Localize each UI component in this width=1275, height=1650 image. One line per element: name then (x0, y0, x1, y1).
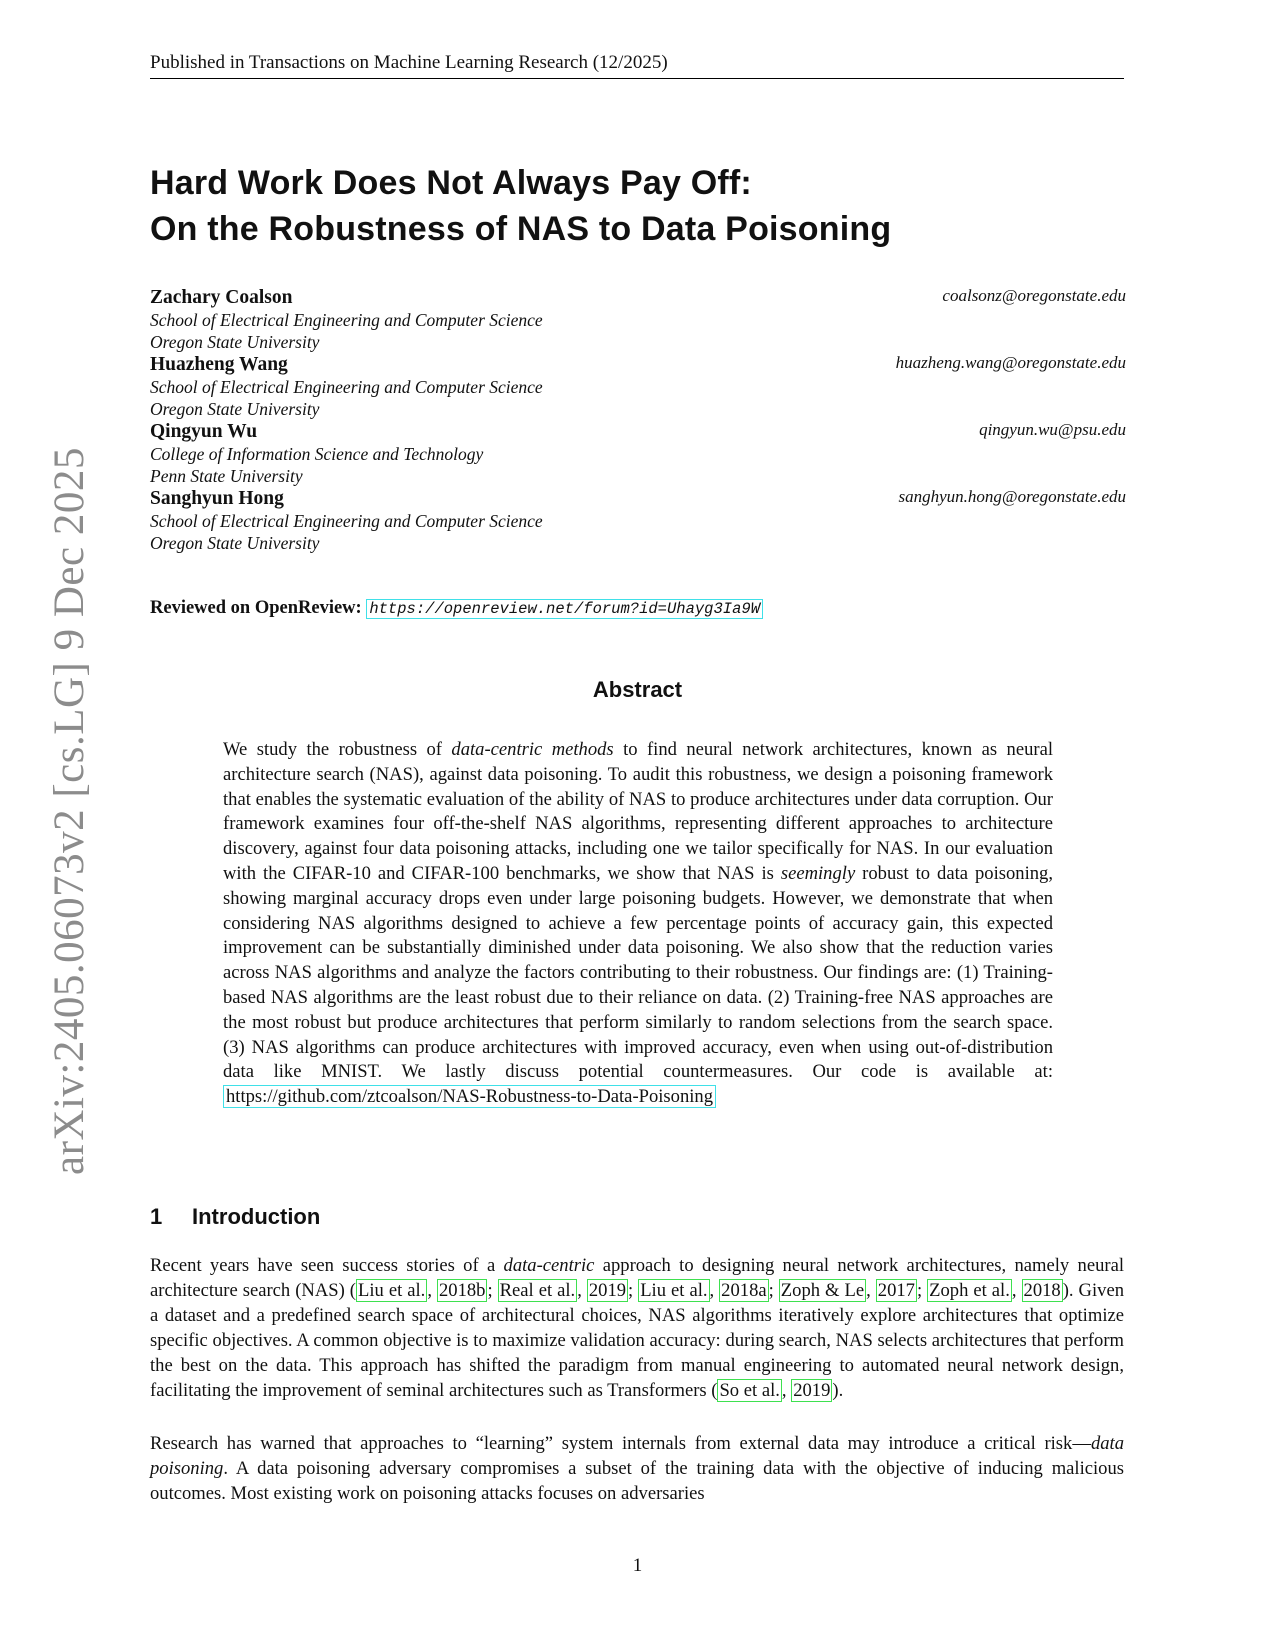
abstract-paragraph (223, 738, 1053, 1110)
citation-link[interactable]: Liu et al. (358, 1280, 426, 1301)
page-number: 1 (632, 1555, 643, 1576)
abstract-emphasis: seemingly (780, 862, 856, 884)
author-block (150, 286, 1126, 353)
author-institution: Penn State University (150, 466, 303, 486)
arxiv-identifier-stamp: arXiv:2405.06073v2 [cs.LG] 9 Dec 2025 (46, 447, 93, 1175)
author-institution: Oregon State University (150, 399, 320, 419)
author-name: Qingyun Wu (150, 421, 258, 442)
citation-separator: , (1011, 1280, 1022, 1301)
reviewed-on-openreview (150, 598, 763, 619)
abstract-heading: Abstract (592, 677, 683, 702)
author-email: sanghyun.hong@oregonstate.edu (898, 487, 1126, 506)
body-text: approach to designing neural network architectures, namely neural architecture search (NAS) ( (150, 1255, 1124, 1301)
citation-year-link[interactable]: 2018 (1023, 1280, 1061, 1301)
citation-separator: , (781, 1380, 792, 1401)
author-affiliation: School of Electrical Engineering and Computer Science (150, 377, 543, 397)
citation-year-link[interactable]: 2018a (721, 1280, 767, 1301)
citation-link[interactable]: Zoph & Le (780, 1280, 865, 1301)
citation-year-link[interactable]: 2019 (793, 1380, 831, 1401)
citation-year-link[interactable]: 2017 (877, 1280, 915, 1301)
citation-year-link[interactable]: 2019 (588, 1280, 627, 1301)
section-title: Introduction (192, 1204, 321, 1229)
body-text: Recent years have seen success stories of a (150, 1255, 504, 1276)
abstract-text: to find neural network architectures, known as neural architecture search (NAS), against data poisoning. To audit this robustness, we design a poisoning framework that enables the systematic evaluation of the ability of NAS to produce architectures under data corruption. Our framework examines four off-the-shelf NAS algorithms, representing different approaches to architecture discovery, against four data poisoning attacks, including one we tailor specifically for NAS. In our evaluation with the CIFAR-10 and CIFAR-100 benchmarks, we show that NAS is (223, 739, 1053, 884)
citation-separator: , (709, 1280, 720, 1301)
openreview-link[interactable]: https://openreview.net/forum?id=Uhayg3Ia9W (366, 599, 763, 619)
author-email: qingyun.wu@psu.edu (979, 420, 1126, 439)
body-text: ). Given a dataset and a predefined search space of architectural choices, NAS algorithms iteratively explore architectures that optimize specific objectives. A common objective is to maximize validation accuracy: during search, NAS selects architectures that perform the best on the data. This approach has shifted the paradigm from manual engineering to automated neural network design, facilitating the improvement of seminal architectures such as Transformers ( (150, 1280, 1124, 1401)
citation-separator: ; (628, 1280, 639, 1301)
citation-year-link[interactable]: 2018b (438, 1280, 486, 1301)
author-block (150, 353, 1126, 420)
author-institution: Oregon State University (150, 332, 320, 352)
author-block (150, 487, 1126, 554)
author-institution: Oregon State University (150, 533, 320, 553)
abstract-emphasis: data-centric methods (451, 739, 614, 760)
author-affiliation: College of Information Science and Technology (150, 444, 484, 464)
citation-separator: ; (487, 1280, 498, 1301)
code-link[interactable]: https://github.com/ztcoalson/NAS-Robustness-to-Data-Poisoning (223, 1085, 716, 1108)
author-affiliation: School of Electrical Engineering and Computer Science (150, 310, 543, 330)
title-line-2: On the Robustness of NAS to Data Poisoning (150, 210, 892, 248)
section-heading-introduction (150, 1204, 320, 1230)
citation-separator: , (866, 1280, 876, 1301)
citation-separator: ; (768, 1280, 779, 1301)
intro-paragraph-1 (150, 1253, 1124, 1403)
citation-link[interactable]: Zoph et al. (929, 1280, 1010, 1301)
running-header: Published in Transactions on Machine Learning Research (12/2025) (150, 52, 1124, 79)
body-text: . A data poisoning adversary compromises a subset of the training data with the objective of inducing malicious outcomes. Most existing work on poisoning attacks focuses on adversaries (150, 1458, 1124, 1504)
abstract-text: We study the robustness of (223, 739, 452, 760)
body-text: ). (832, 1380, 844, 1401)
abstract-body (223, 738, 1053, 1110)
paper-title (150, 160, 1130, 252)
intro-paragraph-2 (150, 1431, 1124, 1506)
title-line-1: Hard Work Does Not Always Pay Off: (150, 164, 752, 202)
body-emphasis: data poisoning (150, 1433, 1124, 1479)
author-name: Sanghyun Hong (150, 488, 284, 509)
author-email: huazheng.wang@oregonstate.edu (895, 353, 1126, 372)
author-block (150, 420, 1126, 487)
reviewed-label: Reviewed on OpenReview: (150, 598, 362, 618)
author-name: Huazheng Wang (150, 354, 288, 375)
abstract-text: robust to data poisoning, showing marginal accuracy drops even under large poisoning budgets. However, we demonstrate that when considering NAS algorithms designed to achieve a few percentage points of accuracy gain, this expected improvement can be substantially diminished under data poisoning. We also show that the reduction varies across NAS algorithms and analyze the factors contributing to their robustness. Our findings are: (1) Training-based NAS algorithms are the least robust due to their reliance on data. (2) Training-free NAS approaches are the most robust but produce architectures that perform similarly to random selections from the search space. (3) NAS algorithms can produce architectures with improved accuracy, even when using out-of-distribution data like MNIST. We lastly discuss potential countermeasures. Our code is available at: (223, 862, 1053, 1083)
citation-link[interactable]: So et al. (719, 1380, 780, 1401)
author-email: coalsonz@oregonstate.edu (942, 286, 1126, 305)
body-emphasis: data-centric (503, 1255, 595, 1276)
section-number: 1 (150, 1204, 163, 1229)
citation-separator: ; (916, 1280, 928, 1301)
citation-link[interactable]: Real et al. (499, 1280, 576, 1301)
citation-separator: , (577, 1280, 587, 1301)
citation-link[interactable]: Liu et al. (640, 1280, 708, 1301)
author-affiliation: School of Electrical Engineering and Computer Science (150, 511, 543, 531)
author-name: Zachary Coalson (150, 287, 293, 308)
body-text: Research has warned that approaches to “learning” system internals from external data may introduce a critical risk— (150, 1433, 1091, 1454)
citation-separator: , (427, 1280, 437, 1301)
